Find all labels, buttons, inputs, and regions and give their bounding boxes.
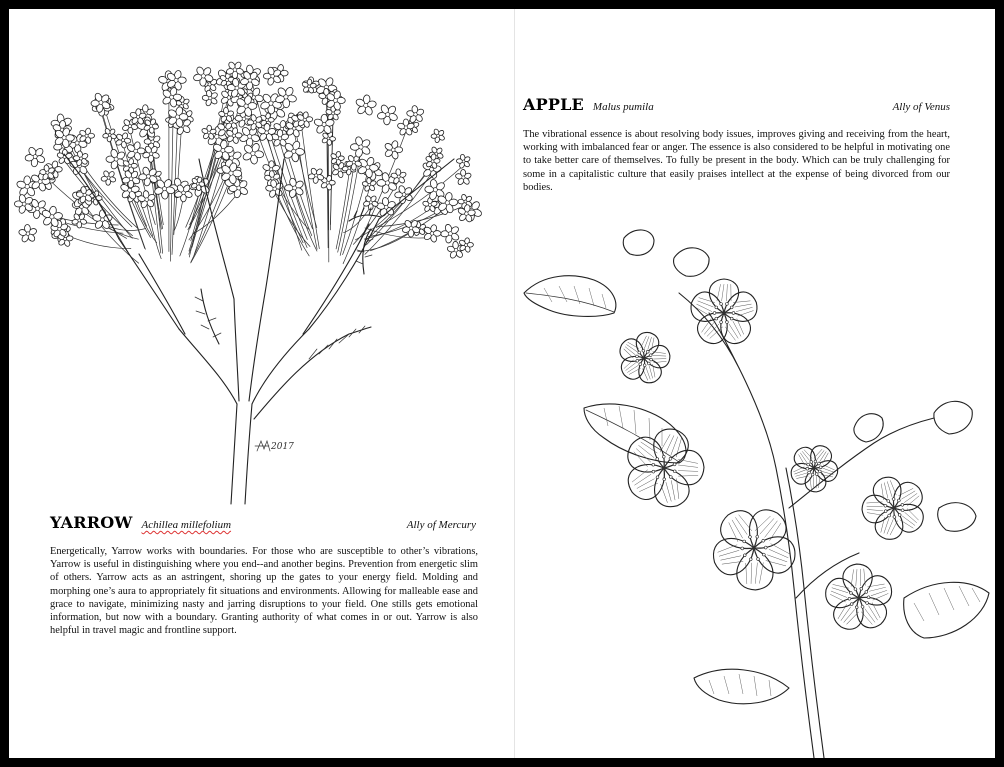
- yarrow-title: YARROW: [50, 513, 133, 532]
- yarrow-illustration: [9, 9, 514, 509]
- book-spread: [9, 9, 995, 758]
- apple-ally: Ally of Venus: [892, 101, 950, 113]
- apple-title: APPLE: [523, 95, 584, 114]
- apple-description: The vibrational essence is about resolving body issues, improves giving and receiving from the heart, working with imbalanced fear or anger. The essence is also considered to be helpful in motivating one to take better care of themselves. To fully be present in the body. Which can be truly challenging for some in a capitalistic culture that easily praises intellect at the expense of being divorced from our bodies.: [523, 129, 950, 193]
- apple-header: [523, 95, 654, 114]
- apple-latin-name: Malus pumila: [592, 101, 654, 113]
- yarrow-description: Energetically, Yarrow works with boundaries. For those who are susceptible to other’s vibrations, Yarrow is useful in distinguishing where you end--and another begins. Prevention from energetic slim of others. Yarrow acts as an astringent, shoring up the gates to your energy field. Molding and morphing one’s aura to appropriately fit situations and environments. Allowing for malleable ease and grace to navigate, minimizing nasty and jarring disruptions to your field. One stills gets emotional information, but now with a boundary. Granting authority of what comes in or out. Yarrow is also helpful in travel magic and frontline support.: [50, 546, 478, 637]
- yarrow-header: [50, 513, 231, 532]
- apple-blossom-illustration: [514, 218, 995, 758]
- right-page: [514, 9, 995, 758]
- artist-signature: 2017: [271, 442, 294, 452]
- yarrow-ally: Ally of Mercury: [406, 519, 476, 531]
- yarrow-latin-name: Achillea millefolium: [141, 519, 232, 531]
- left-page: [9, 9, 514, 758]
